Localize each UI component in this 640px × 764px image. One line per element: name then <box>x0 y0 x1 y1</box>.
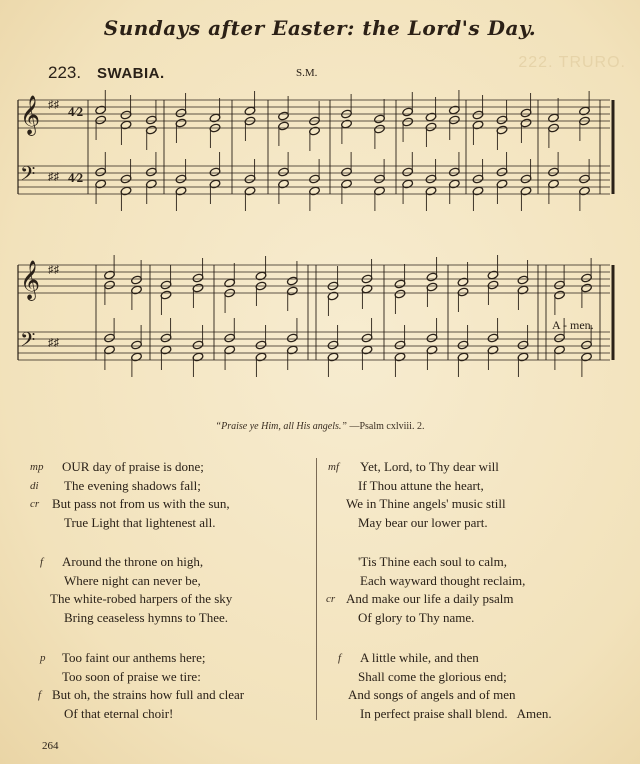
note-head <box>472 120 484 130</box>
note-head <box>224 278 236 288</box>
note-head <box>548 167 560 177</box>
note-head <box>224 345 236 355</box>
verse-3 <box>38 649 245 723</box>
note-head <box>374 114 386 124</box>
verse-5 <box>326 553 526 627</box>
note-head <box>457 340 469 350</box>
note-head <box>175 186 187 196</box>
note-head <box>192 340 204 350</box>
running-header: Sundays after Easter: the Lord's Day. <box>103 16 537 40</box>
verse-line: 'Tis Thine each soul to calm, <box>358 554 507 569</box>
note-head <box>448 167 460 177</box>
note-head <box>448 115 460 125</box>
note-head <box>104 280 116 290</box>
note-head <box>175 118 187 128</box>
note-head <box>361 284 373 294</box>
dynamic-mark: f <box>40 556 44 568</box>
note-head <box>95 115 107 125</box>
note-head <box>457 287 469 297</box>
note-head <box>95 179 107 189</box>
note-head <box>327 291 339 301</box>
verse-line: Of glory to Thy name. <box>358 609 475 625</box>
bass-clef: 𝄢 <box>20 162 36 190</box>
note-head <box>286 333 298 343</box>
note-head <box>95 105 107 115</box>
note-head <box>104 333 116 343</box>
note-head <box>579 174 591 184</box>
dynamic-mark: cr <box>30 498 40 511</box>
note-head <box>309 126 321 136</box>
note-head <box>517 352 529 362</box>
treble-clef: 𝄞 <box>20 260 41 300</box>
note-head <box>341 179 353 189</box>
note-head <box>361 345 373 355</box>
note-head <box>520 186 532 196</box>
note-head <box>244 174 256 184</box>
verse-line: True Light that lightenest all. <box>64 514 216 530</box>
note-head <box>425 186 437 196</box>
amen-label: A - men. <box>552 318 594 332</box>
meter-label: S.M. <box>296 67 318 79</box>
note-head <box>581 352 593 362</box>
note-head <box>496 167 508 177</box>
note-head <box>131 340 143 350</box>
verse-line: In perfect praise shall blend. Amen. <box>360 705 552 721</box>
note-head <box>496 115 508 125</box>
note-head <box>496 179 508 189</box>
note-head <box>120 120 132 130</box>
note-head <box>120 174 132 184</box>
note-head <box>341 119 353 129</box>
bass-clef: 𝄢 <box>20 328 36 356</box>
note-head <box>448 105 460 115</box>
note-head <box>175 174 187 184</box>
note-head <box>548 179 560 189</box>
verse-line: Of that eternal choir! <box>64 705 174 721</box>
verse-line: And songs of angels and of men <box>348 687 516 703</box>
note-head <box>472 174 484 184</box>
note-head <box>278 121 290 131</box>
note-head <box>286 276 298 286</box>
note-head <box>327 352 339 362</box>
note-head <box>120 186 132 196</box>
note-head <box>394 352 406 362</box>
note-head <box>160 345 172 355</box>
verse-line: But pass not from us with the sun, <box>52 496 230 512</box>
note-head <box>487 270 499 280</box>
note-head <box>255 340 267 350</box>
note-head <box>520 108 532 118</box>
note-head <box>394 289 406 299</box>
note-head <box>579 106 591 116</box>
note-head <box>160 290 172 300</box>
note-head <box>244 186 256 196</box>
note-head <box>131 285 143 295</box>
note-head <box>255 352 267 362</box>
note-head <box>394 340 406 350</box>
note-head <box>472 186 484 196</box>
verse-line: We in Thine angels' music still <box>346 496 506 512</box>
key-signature: ♯♯ <box>48 337 59 349</box>
note-head <box>579 186 591 196</box>
note-head <box>278 111 290 121</box>
note-head <box>517 340 529 350</box>
note-head <box>520 118 532 128</box>
dynamic-mark: mp <box>30 461 44 473</box>
verse-line: Too soon of praise we tire: <box>62 668 201 684</box>
note-head <box>209 167 221 177</box>
note-head <box>374 174 386 184</box>
note-head <box>554 345 566 355</box>
note-head <box>448 179 460 189</box>
dynamic-mark: f <box>38 689 42 702</box>
dynamic-mark: di <box>30 479 39 492</box>
verse-line: Where night can never be, <box>64 572 201 588</box>
verse-line: Yet, Lord, to Thy dear will <box>360 459 499 474</box>
note-head <box>402 167 414 177</box>
bleed-through-text: 222. TRURO. <box>518 54 626 71</box>
column-divider <box>316 458 317 720</box>
verse-line: OUR day of praise is done; <box>62 459 204 474</box>
note-head <box>487 333 499 343</box>
note-head <box>548 113 560 123</box>
verse-1 <box>30 458 230 532</box>
note-head <box>341 167 353 177</box>
note-head <box>457 277 469 287</box>
time-signature: 4⁄2 <box>68 104 84 119</box>
note-head <box>361 333 373 343</box>
note-head <box>426 282 438 292</box>
note-head <box>425 174 437 184</box>
note-head <box>145 167 157 177</box>
verse-line: Bring ceaseless hymns to Thee. <box>64 609 229 625</box>
note-head <box>374 186 386 196</box>
note-head <box>278 179 290 189</box>
note-head <box>374 124 386 134</box>
note-head <box>402 117 414 127</box>
note-head <box>131 352 143 362</box>
verse-line: The white-robed harpers of the sky <box>50 591 233 607</box>
note-head <box>244 106 256 116</box>
note-head <box>554 290 566 300</box>
note-head <box>278 167 290 177</box>
time-signature: 4⁄2 <box>68 170 84 185</box>
note-head <box>145 125 157 135</box>
note-head <box>286 286 298 296</box>
note-head <box>426 345 438 355</box>
verse-line: May bear our lower part. <box>358 514 488 530</box>
epigraph-source: —Psalm cxlviii. 2. <box>349 421 425 432</box>
note-head <box>517 285 529 295</box>
note-head <box>520 174 532 184</box>
verse-line: Shall come the glorious end; <box>358 668 507 684</box>
verse-line: If Thou attune the heart, <box>358 477 484 493</box>
note-head <box>425 112 437 122</box>
note-head <box>554 333 566 343</box>
note-head <box>402 107 414 117</box>
verse-4 <box>328 458 506 532</box>
note-head <box>104 345 116 355</box>
note-head <box>209 113 221 123</box>
verse-line: Too faint our anthems here; <box>62 650 206 665</box>
dynamic-mark: p <box>40 652 46 664</box>
key-signature: ♯♯ <box>48 264 59 276</box>
note-head <box>472 110 484 120</box>
page-number: 264 <box>42 740 59 752</box>
key-signature: ♯♯ <box>48 171 59 183</box>
verse-line: Around the throne on high, <box>62 554 204 569</box>
note-head <box>160 280 172 290</box>
note-head <box>496 125 508 135</box>
note-head <box>192 283 204 293</box>
tune-name: SWABIA. <box>97 65 165 82</box>
note-head <box>224 333 236 343</box>
verse-line: The evening shadows fall; <box>64 477 201 493</box>
note-head <box>581 273 593 283</box>
note-head <box>581 340 593 350</box>
note-head <box>192 273 204 283</box>
note-head <box>487 280 499 290</box>
verse-line: And make our life a daily psalm <box>346 591 514 607</box>
note-head <box>160 333 172 343</box>
epigraph <box>0 421 640 432</box>
verse-line: Each wayward thought reclaim, <box>360 572 526 588</box>
note-head <box>255 271 267 281</box>
note-head <box>192 352 204 362</box>
dynamic-mark: f <box>338 652 342 664</box>
note-head <box>327 340 339 350</box>
note-head <box>426 272 438 282</box>
dynamic-mark: mf <box>328 461 339 473</box>
note-head <box>554 280 566 290</box>
hymn-number: 223. <box>48 63 82 82</box>
note-head <box>309 186 321 196</box>
note-head <box>120 110 132 120</box>
note-head <box>104 270 116 280</box>
treble-clef: 𝄞 <box>20 95 41 135</box>
note-head <box>145 179 157 189</box>
note-head <box>394 279 406 289</box>
note-head <box>517 275 529 285</box>
verse-line: A little while, and then <box>360 650 479 665</box>
verse-line: But oh, the strains how full and clear <box>52 687 245 703</box>
note-head <box>402 179 414 189</box>
key-signature: ♯♯ <box>48 99 59 111</box>
note-head <box>457 352 469 362</box>
note-head <box>425 122 437 132</box>
dynamic-mark: cr <box>326 593 336 606</box>
note-head <box>487 345 499 355</box>
note-head <box>209 179 221 189</box>
note-head <box>131 275 143 285</box>
note-head <box>286 345 298 355</box>
verse-2 <box>40 553 233 627</box>
note-head <box>581 283 593 293</box>
note-head <box>309 174 321 184</box>
note-head <box>175 108 187 118</box>
verse-6 <box>338 649 552 723</box>
epigraph-quote: “Praise ye Him, all His angels.” <box>215 421 347 432</box>
note-head <box>426 333 438 343</box>
note-head <box>95 167 107 177</box>
note-head <box>145 115 157 125</box>
